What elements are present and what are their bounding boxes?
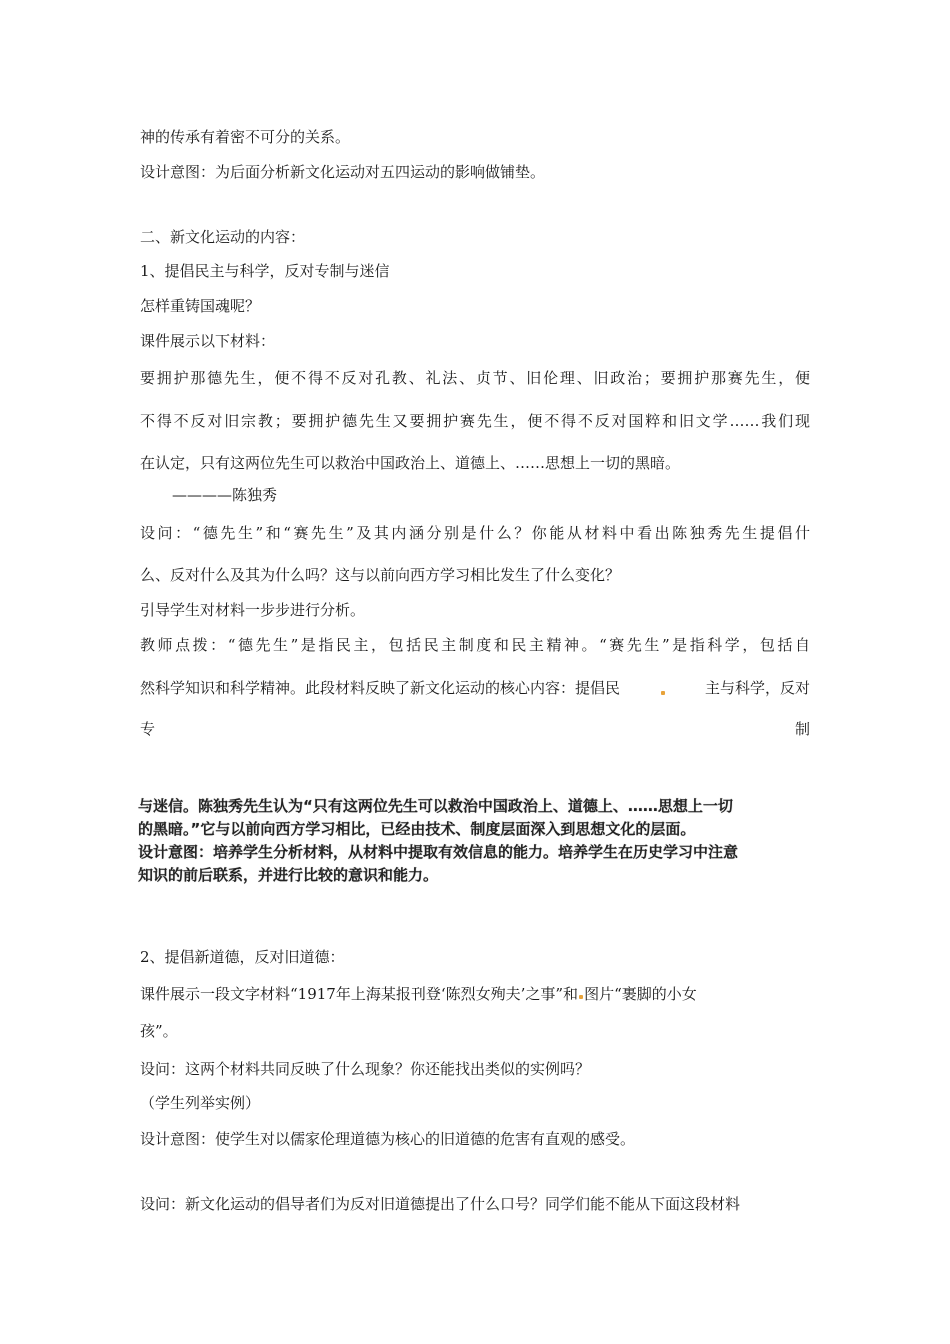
text-fragment: 课件展示一段文字材料“1917年上海某报刊登‘陈烈女殉夫’之事”和	[140, 985, 579, 1003]
text-fragment: 专	[140, 720, 156, 738]
text-line	[140, 983, 697, 1005]
quote-author: ————陈独秀	[172, 486, 278, 504]
text-line: 设计意图：使学生对以儒家伦理道德为核心的旧道德的危害有直观的感受。	[140, 1130, 636, 1148]
text-line: （学生列举实例）	[140, 1094, 261, 1112]
text-line: 怎样重铸国魂呢？	[140, 297, 261, 315]
text-line	[140, 677, 810, 699]
stray-dot-icon	[579, 995, 583, 999]
image-text-line: 的黑暗。”它与以前向西方学习相比，已经由技术、制度层面深入到思想文化的层面。	[138, 820, 696, 838]
quote-line: 要拥护那德先生，便不得不反对孔教、礼法、贞节、旧伦理、旧政治；要拥护那赛先生，便	[140, 369, 810, 387]
embedded-text-image	[138, 795, 798, 905]
text-fragment: 主与科学，反对	[704, 679, 810, 697]
text-line: 神的传承有着密不可分的关系。	[140, 128, 351, 146]
image-text-line: 与迷信。陈独秀先生认为“只有这两位先生可以救治中国政治上、道德上、……思想上一切	[138, 797, 733, 815]
quote-line: 在认定，只有这两位先生可以救治中国政治上、道德上、……思想上一切的黑暗。	[140, 454, 681, 472]
subsection-heading: 1、提倡民主与科学，反对专制与迷信	[140, 262, 390, 280]
text-line: 设计意图：为后面分析新文化运动对五四运动的影响做铺垫。	[140, 163, 546, 181]
subsection-heading: 2、提倡新道德，反对旧道德：	[140, 948, 345, 966]
stray-dot-icon	[661, 691, 665, 695]
text-line: 设问：“德先生”和“赛先生”及其内涵分别是什么？你能从材料中看出陈独秀先生提倡什	[140, 524, 810, 542]
text-fragment: 然科学知识和科学精神。此段材料反映了新文化运动的核心内容：提倡民	[140, 679, 621, 697]
image-text-line: 知识的前后联系，并进行比较的意识和能力。	[138, 866, 439, 884]
text-line: 设问：这两个材料共同反映了什么现象？你还能找出类似的实例吗？	[140, 1060, 591, 1078]
section-heading: 二、新文化运动的内容：	[140, 228, 306, 246]
image-text-line: 设计意图：培养学生分析材料，从材料中提取有效信息的能力。培养学生在历史学习中注意	[138, 843, 739, 861]
quote-line: 不得不反对旧宗教；要拥护德先生又要拥护赛先生，便不得不反对国粹和旧文学……我们现	[140, 412, 810, 430]
text-fragment: 图片“裹脚的小女	[584, 985, 697, 1003]
text-fragment: 制	[794, 720, 810, 738]
text-line	[140, 718, 810, 740]
text-line: 孩”。	[140, 1022, 178, 1040]
text-line: 教师点拨：“德先生”是指民主，包括民主制度和民主精神。“赛先生”是指科学，包括自	[140, 636, 810, 654]
text-line: 设问：新文化运动的倡导者们为反对旧道德提出了什么口号？同学们能不能从下面这段材料	[140, 1195, 741, 1213]
text-line: 课件展示以下材料：	[140, 332, 276, 350]
text-line: 引导学生对材料一步步进行分析。	[140, 601, 366, 619]
text-line: 么、反对什么及其为什么吗？这与以前向西方学习相比发生了什么变化？	[140, 566, 621, 584]
